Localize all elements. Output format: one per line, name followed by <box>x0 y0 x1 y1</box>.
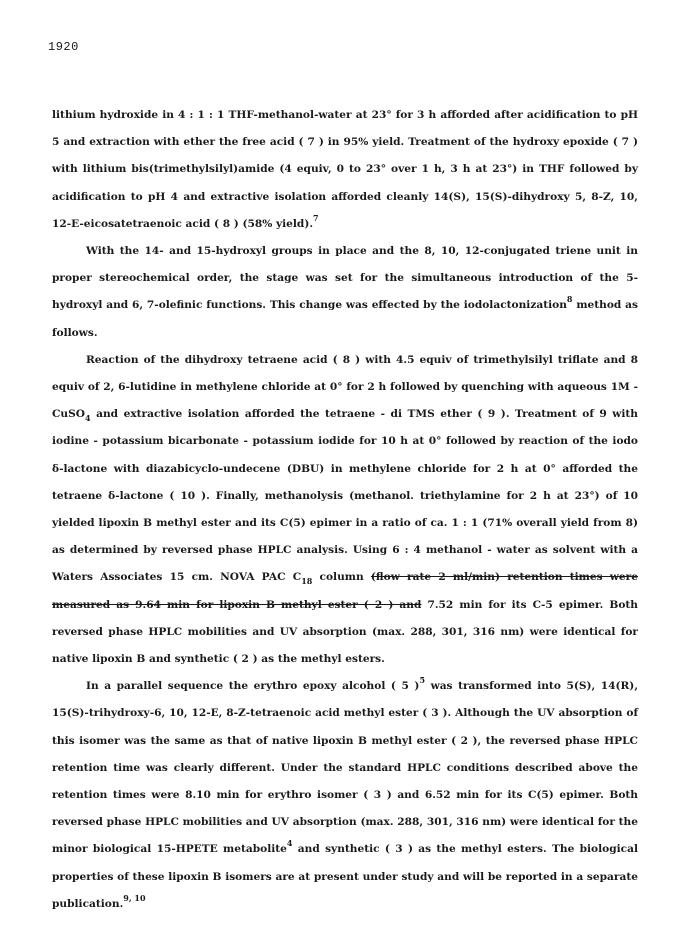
paragraph-1-text: lithium hydroxide in 4 : 1 : 1 THF-methanol-water at 23° for 3 h afforded after acidification to pH 5 and extraction with ether the free acid ( 7 ) in 95% yield. Treatment of the hydroxy epoxide ( 7 ) with lithium bis(trimethylsilyl)amide (4 equiv, 0 to 23° over 1 h, 3 h at 23°) in THF followed by acidification to pH 4 and extractive isolation afforded cleanly 14(S), 15(S)-dihydroxy 5, 8-Z, 10, 12-E-eicosatetraenoic acid ( 8 ) (58% yield). <box>52 109 638 230</box>
paragraph-3-text-c: column <box>312 571 364 584</box>
paragraph-2-text-b: method as follows. <box>52 299 638 339</box>
paragraph-1 <box>52 102 638 238</box>
paragraph-3-text-d: 7.52 min for its C-5 epimer. Both reversed phase HPLC mobilities and UV absorption (max. 288, 301, 316 nm) were identical for native lipoxin B and synthetic ( 2 ) as the methyl esters. <box>52 598 638 666</box>
subscript: 4 <box>85 413 91 424</box>
paragraph-4-text-a: In a parallel sequence the erythro epoxy alcohol ( 5 ) <box>86 680 420 693</box>
paragraph-2-text-a: With the 14- and 15-hydroxyl groups in place and the 8, 10, 12-conjugated triene unit in proper stereochemical order, the stage was set for the simultaneous introduction of the 5-hydroxyl and 6, 7-olefinic functions. This change was effected by the iodolactonization <box>52 245 638 312</box>
footnote-ref: 8 <box>566 294 573 305</box>
paragraph-2 <box>52 238 638 347</box>
paragraph-4-text-c: and synthetic ( 3 ) as the methyl esters. The biological properties of these lipoxin B isomers are at present under study and will be reported in a separate publication. <box>52 843 638 910</box>
paragraph-4 <box>52 673 638 918</box>
page-number: 1920 <box>48 40 79 54</box>
paragraph-4-text-b: was transformed into 5(S), 14(R), 15(S)-trihydroxy-6, 10, 12-E, 8-Z-tetraenoic acid methyl ester ( 3 ). Although the UV absorption of this isomer was the same as that of native lipoxin B methyl ester ( 2 ), the reversed phase HPLC retention time was clearly different. Under the standard HPLC conditions described above the retention times were 8.10 min for erythro isomer ( 3 ) and 6.52 min for its C(5) epimer. Both reversed phase HPLC mobilities and UV absorption (max. 288, 301, 316 nm) were identical for the minor biological 15-HPETE metabolite <box>52 680 639 856</box>
footnote-ref: 5 <box>419 675 426 686</box>
footnote-ref: 4 <box>286 838 293 849</box>
subscript: 18 <box>301 576 313 587</box>
paragraph-3-struck-line: (flow rate 2 ml/min) retention times were measured as 9.64 min for lipoxin B methyl ester ( 2 ) and <box>52 571 638 611</box>
paragraph-3-text-b: and extractive isolation afforded the tetraene - di TMS ether ( 9 ). Treatment of 9 with iodine - potassium bicarbonate - potassium iodide for 10 h at 0° followed by reaction of the iodo δ-lactone with diazabicyclo-undecene (DBU) in methylene chloride for 2 h at 0° afforded the tetraene δ-lactone ( 10 ). Finally, methanolysis (methanol. triethylamine for 2 h at 23°) of 10 yielded lipoxin B methyl ester and its C(5) epimer in a ratio of ca. 1 : 1 (71% overall yield from 8) as determined by reversed phase HPLC analysis. Using 6 : 4 methanol - water as solvent with a Waters Associates 15 cm. NOVA PAC C <box>52 408 638 584</box>
body-text <box>52 102 638 918</box>
footnote-ref: 9, 10 <box>123 892 146 903</box>
paragraph-3-text-a: Reaction of the dihydroxy tetraene acid ( 8 ) with 4.5 equiv of trimethylsilyl triflate and 8 equiv of 2, 6-lutidine in methylene chloride at 0° for 2 h followed by quenching with aqueous 1M - CuSO <box>52 353 638 421</box>
paragraph-3 <box>52 347 638 673</box>
footnote-ref: 7 <box>313 212 319 223</box>
